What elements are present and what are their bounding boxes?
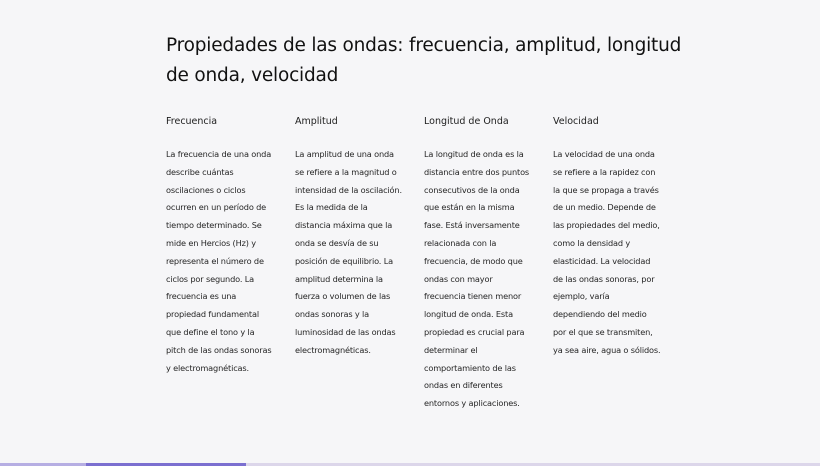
column-frecuencia xyxy=(166,114,274,377)
column-text: La velocidad de una onda se refiere a la rapidez con la que se propaga a través de un medio. Depende de las propiedades del medio, como la densidad y elasticidad. La velocidad de las ondas sonoras, por ejemplo, varía dependiendo del medio por el que se transmiten, ya sea aire, agua o sólidos. xyxy=(553,149,661,355)
column-heading: Longitud de Onda xyxy=(424,116,509,127)
column-text: La frecuencia de una onda describe cuántas oscilaciones o ciclos ocurren en un período de tiempo determinado. Se mide en Hercios (Hz) y representa el número de ciclos por segundo. La frecuencia es una propiedad fundamental que define el tono y la pitch de las ondas sonoras y electromagnéticas. xyxy=(166,149,272,373)
property-columns xyxy=(166,114,666,434)
column-velocidad xyxy=(553,114,661,360)
column-heading: Frecuencia xyxy=(166,116,218,127)
column-text: La longitud de onda es la distancia entre dos puntos consecutivos de la onda que están en la misma fase. Está inversamente relacionada con la frecuencia, de modo que ondas con mayor frecuencia tienen menor longitud de onda. Esta propiedad es crucial para determinar el comportamiento de las ondas en diferentes entornos y aplicaciones. xyxy=(424,149,530,409)
column-amplitud xyxy=(295,114,403,360)
column-heading: Amplitud xyxy=(295,116,338,127)
page-edge xyxy=(820,0,828,466)
column-longitud-de-onda xyxy=(424,114,532,413)
column-text: La amplitud de una onda se refiere a la magnitud o intensidad de la oscilación. Es la medida de la distancia máxima que la onda se desvía de su posición de equilibrio. La amplitud determina la fuerza o volumen de las ondas sonoras y la luminosidad de las ondas electromagnéticas. xyxy=(295,149,402,355)
column-heading: Velocidad xyxy=(553,116,599,127)
slide-title: Propiedades de las ondas: frecuencia, amplitud, longitud de onda, velocidad xyxy=(166,35,682,86)
